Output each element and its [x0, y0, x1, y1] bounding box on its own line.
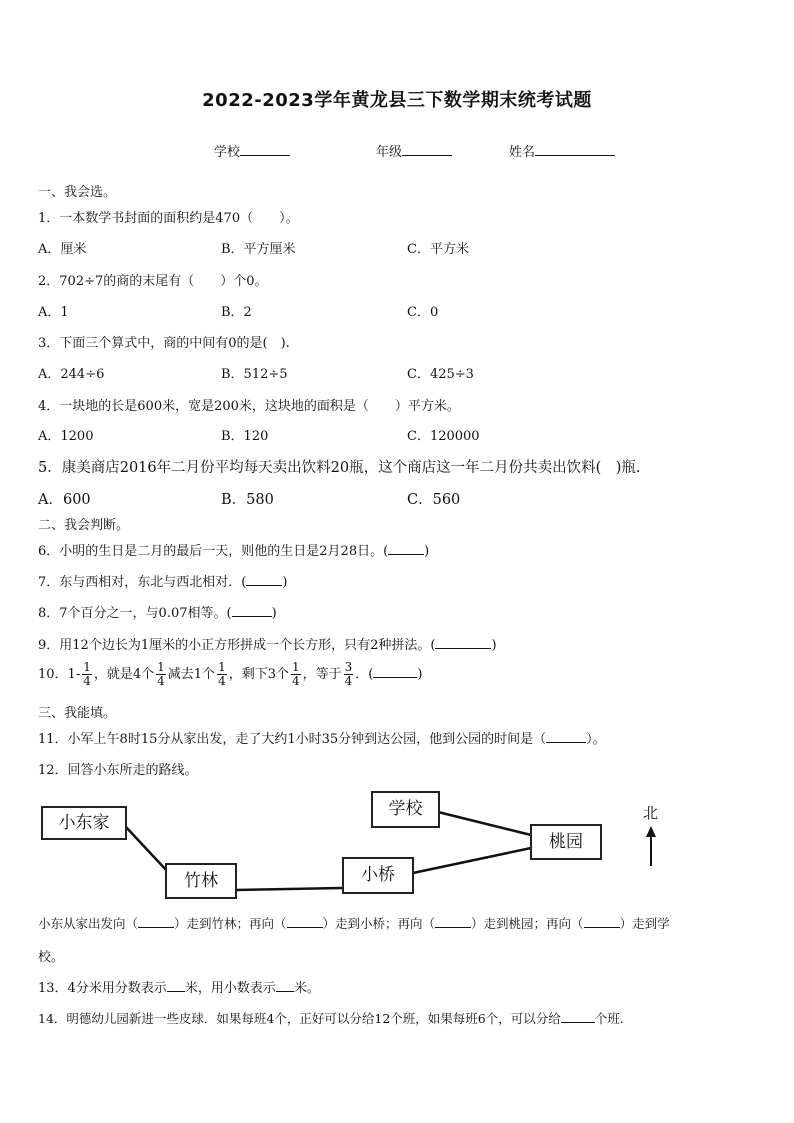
q10-part-1: 10．1- [38, 667, 81, 682]
place-school: 学校 [371, 791, 440, 828]
question-14 [38, 1009, 624, 1027]
q5-option-a[interactable]: A．600 [38, 492, 91, 508]
q13-answer-blank-2[interactable] [276, 979, 294, 992]
q10-part-6: ．( [355, 667, 374, 682]
q10-part-5: ，等于 [302, 667, 342, 682]
q13-part-2: 米，用小数表示 [184, 981, 276, 996]
question-2: 2．702÷7的商的末尾有（ ）个0。 [38, 274, 268, 289]
q7-text: 7．东与西相对，东北与西北相对．( [38, 575, 247, 590]
grade-label: 年级 [376, 145, 403, 160]
q9-close: ) [491, 638, 497, 653]
q12-answer-blank-4[interactable] [584, 915, 620, 928]
q12-answer-line [38, 914, 670, 932]
q12-answer-blank-1[interactable] [138, 915, 174, 928]
fraction-numerator: 1 [291, 660, 300, 674]
fraction-numerator: 1 [157, 660, 165, 674]
q14-part-1: 14．明德幼儿园新进一些皮球．如果每班4个，正好可以分给12个班，如果每班6个，可以分给 [38, 1011, 561, 1026]
place-home: 小东家 [41, 806, 127, 840]
q11-close: ）。 [586, 732, 606, 747]
q3-option-b[interactable]: B．512÷5 [221, 367, 288, 382]
page-title: 2022-2023学年黄龙县三下数学期末统考试题 [202, 90, 592, 111]
q12-answer-text-4: ）走到桃园；再向（ [471, 916, 584, 931]
q2-option-c[interactable]: C．0 [407, 305, 439, 320]
section-heading-choice: 一、我会选。 [38, 185, 117, 200]
q6-text: 6．小明的生日是二月的最后一天，则他的生日是2月28日。( [38, 544, 389, 559]
q12-answer-text-2: ）走到竹林；再向（ [174, 916, 287, 931]
q12-answer-blank-3[interactable] [435, 915, 471, 928]
q1-option-b[interactable]: B．平方厘米 [221, 242, 296, 257]
q11-text: 11．小军上午8时15分从家出发，走了大约1小时35分钟到达公园，他到公园的时间是（ [38, 732, 547, 747]
q5-option-c[interactable]: C．560 [407, 492, 461, 508]
q13-part-3: 米。 [293, 981, 320, 996]
q13-part-1: 13．4分米用分数表示 [38, 981, 167, 996]
route-line-home-bamboo [125, 826, 168, 872]
fraction-numerator: 1 [218, 660, 226, 674]
fraction-numerator: 3 [344, 660, 353, 674]
route-line-bridge-peach [413, 848, 531, 873]
route-line-bamboo-bridge [236, 888, 342, 890]
q14-part-2: 个班. [594, 1011, 624, 1026]
q8-text: 8．7个百分之一，与0.07相等。( [38, 606, 232, 621]
school-label: 学校 [214, 145, 241, 160]
q12-answer-text-5: ）走到学 [619, 916, 670, 931]
q4-option-b[interactable]: B．120 [221, 429, 269, 444]
fraction-denominator: 4 [83, 674, 91, 688]
q4-option-a[interactable]: A．1200 [38, 429, 94, 444]
q5-option-b[interactable]: B．580 [221, 492, 274, 508]
q8-close: ) [271, 606, 277, 621]
name-label: 姓名 [509, 145, 536, 160]
question-4: 4．一块地的长是600米，宽是200米，这块地的面积是（ ）平方米。 [38, 399, 460, 414]
q10-close: ) [417, 667, 423, 682]
q3-option-a[interactable]: A．244÷6 [38, 367, 105, 382]
q1-option-a[interactable]: A．厘米 [38, 242, 87, 257]
q2-option-b[interactable]: B．2 [221, 305, 252, 320]
q12-answer-text-3: ）走到小桥；再向（ [322, 916, 436, 931]
north-label: 北 [643, 804, 659, 822]
place-peach-garden: 桃园 [530, 824, 602, 860]
q12-answer-blank-2[interactable] [287, 915, 323, 928]
place-bridge: 小桥 [342, 857, 414, 894]
q7-close: ) [282, 575, 288, 590]
q12-answer-text-1: 小东从家出发向（ [38, 916, 139, 931]
q4-option-c[interactable]: C．120000 [407, 429, 480, 444]
q3-option-c[interactable]: C．425÷3 [407, 367, 474, 382]
q2-option-a[interactable]: A．1 [38, 305, 69, 320]
question-13 [38, 977, 320, 996]
q14-answer-blank[interactable] [561, 1010, 595, 1023]
place-bamboo-forest: 竹林 [165, 863, 237, 899]
q10-part-3: 减去1个 [167, 667, 216, 682]
fraction-denominator: 4 [157, 674, 165, 688]
q10-part-4: ，剩下3个 [228, 667, 289, 682]
question-12: 12．回答小东所走的路线。 [38, 763, 198, 778]
q9-text: 9．用12个边长为1厘米的小正方形拼成一个长方形，只有2种拼法。( [38, 638, 436, 653]
route-line-school-peach [438, 812, 531, 835]
q13-answer-blank-1[interactable] [167, 979, 185, 992]
q12-answer-line-2: 校。 [38, 950, 65, 965]
north-arrow-icon [646, 826, 656, 837]
fraction-denominator: 4 [291, 674, 300, 688]
fraction-denominator: 4 [218, 674, 226, 688]
q6-close: ) [424, 544, 430, 559]
q10-part-2: ，就是4个 [93, 667, 155, 682]
section-heading-fill: 三、我能填。 [38, 706, 117, 721]
fraction-denominator: 4 [344, 674, 353, 688]
section-heading-judge: 二、我会判断。 [38, 518, 130, 533]
question-5: 5．康美商店2016年二月份平均每天卖出饮料20瓶，这个商店这一年二月份共卖出饮料( )瓶. [38, 460, 641, 476]
q1-option-c[interactable]: C．平方米 [407, 242, 469, 257]
question-3: 3．下面三个算式中，商的中间有0的是( ). [38, 336, 290, 351]
question-1: 1．一本数学书封面的面积约是470（ ）。 [38, 211, 299, 226]
fraction-numerator: 1 [83, 660, 91, 674]
